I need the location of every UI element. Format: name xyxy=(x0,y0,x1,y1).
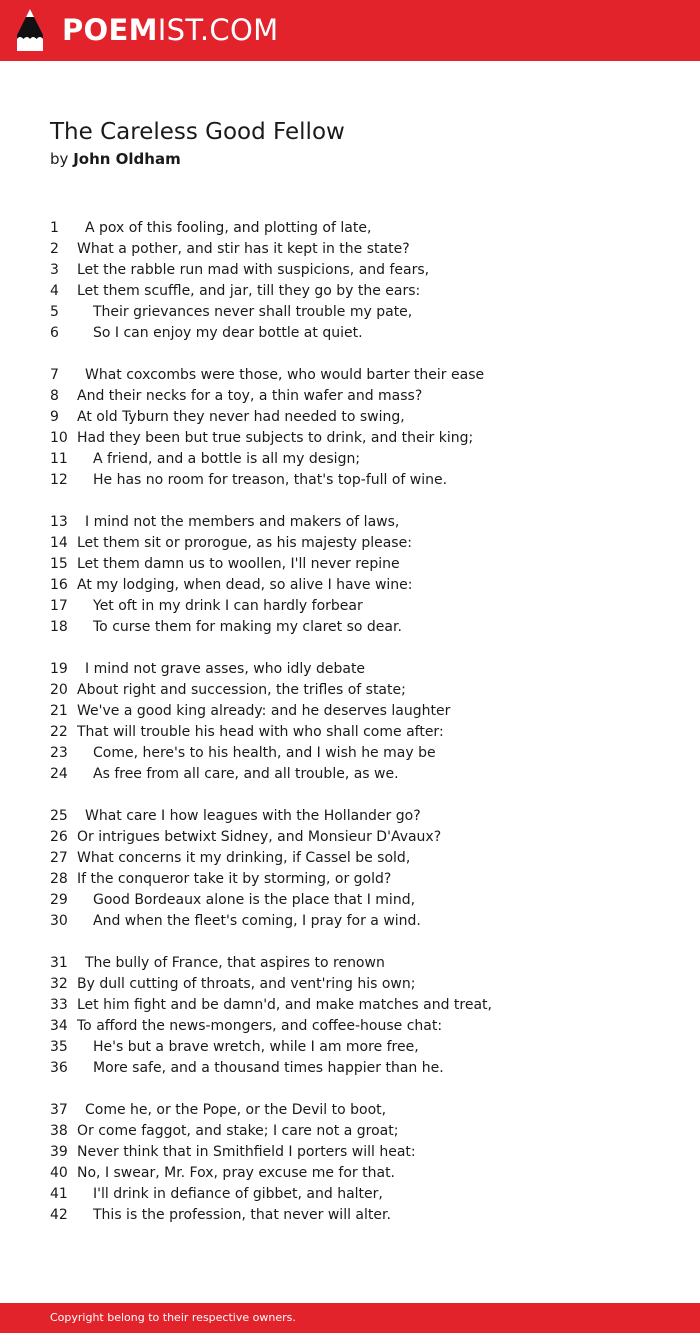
line-number: 21 xyxy=(50,703,68,719)
line-number: 13 xyxy=(50,514,68,530)
poem-line xyxy=(50,890,670,911)
poem-line xyxy=(50,470,670,491)
line-text: Let the rabble run mad with suspicions, and fears, xyxy=(77,262,430,278)
line-text: The bully of France, that aspires to renown xyxy=(85,955,385,971)
poem-line xyxy=(50,827,670,848)
line-text: Never think that in Smithfield I porters will heat: xyxy=(77,1144,416,1160)
line-text: What care I how leagues with the Hollander go? xyxy=(85,808,421,824)
poem-line xyxy=(50,239,670,260)
line-number: 7 xyxy=(50,367,59,383)
poem-line xyxy=(50,911,670,932)
poem-line xyxy=(50,575,670,596)
line-text: He's but a brave wretch, while I am more free, xyxy=(93,1039,419,1055)
line-number: 27 xyxy=(50,850,68,866)
byline xyxy=(50,148,181,170)
line-number: 33 xyxy=(50,997,68,1013)
line-number: 37 xyxy=(50,1102,68,1118)
line-number: 12 xyxy=(50,472,68,488)
line-text: More safe, and a thousand times happier than he. xyxy=(93,1060,444,1076)
line-text: Yet oft in my drink I can hardly forbear xyxy=(93,598,363,614)
line-text: Let them sit or prorogue, as his majesty please: xyxy=(77,535,412,551)
copyright-text: Copyright belong to their respective owners. xyxy=(50,1311,296,1324)
poem-line xyxy=(50,617,670,638)
line-text: We've a good king already: and he deserves laughter xyxy=(77,703,451,719)
stanza-gap xyxy=(50,785,670,806)
poem-line xyxy=(50,596,670,617)
line-number: 36 xyxy=(50,1060,68,1076)
line-text: Their grievances never shall trouble my pate, xyxy=(93,304,413,320)
poem-line xyxy=(50,680,670,701)
line-text: A friend, and a bottle is all my design; xyxy=(93,451,361,467)
line-text: To afford the news-mongers, and coffee-house chat: xyxy=(77,1018,443,1034)
line-number: 15 xyxy=(50,556,68,572)
line-number: 42 xyxy=(50,1207,68,1223)
poem-line xyxy=(50,995,670,1016)
line-number: 31 xyxy=(50,955,68,971)
line-text: He has no room for treason, that's top-full of wine. xyxy=(93,472,448,488)
line-number: 14 xyxy=(50,535,68,551)
stanza-gap xyxy=(50,344,670,365)
poem-line xyxy=(50,1142,670,1163)
line-number: 3 xyxy=(50,262,59,278)
poem-title: The Careless Good Fellow xyxy=(50,119,345,145)
poem-line xyxy=(50,365,670,386)
poem-line xyxy=(50,1184,670,1205)
line-text: About right and succession, the trifles of state; xyxy=(77,682,406,698)
poem-line xyxy=(50,743,670,764)
poem-line xyxy=(50,281,670,302)
line-text: I mind not grave asses, who idly debate xyxy=(85,661,366,677)
line-text: What concerns it my drinking, if Cassel be sold, xyxy=(77,850,411,866)
line-text: At my lodging, when dead, so alive I have wine: xyxy=(77,577,413,593)
line-text: No, I swear, Mr. Fox, pray excuse me for that. xyxy=(77,1165,396,1181)
line-text: Come, here's to his health, and I wish he may be xyxy=(93,745,436,761)
line-text: So I can enjoy my dear bottle at quiet. xyxy=(93,325,363,341)
line-text: I mind not the members and makers of laws, xyxy=(85,514,400,530)
line-text: And when the fleet's coming, I pray for a wind. xyxy=(93,913,421,929)
poem-line xyxy=(50,974,670,995)
poem-line xyxy=(50,323,670,344)
stanza-gap xyxy=(50,1079,670,1100)
line-number: 20 xyxy=(50,682,68,698)
line-text: What a pother, and stir has it kept in the state? xyxy=(77,241,410,257)
poem-line xyxy=(50,1016,670,1037)
line-text: To curse them for making my claret so dear. xyxy=(93,619,402,635)
poem-line xyxy=(50,869,670,890)
poem-line xyxy=(50,722,670,743)
poem-line xyxy=(50,1121,670,1142)
line-number: 19 xyxy=(50,661,68,677)
line-number: 4 xyxy=(50,283,59,299)
line-text: I'll drink in defiance of gibbet, and halter, xyxy=(93,1186,383,1202)
line-number: 26 xyxy=(50,829,68,845)
line-number: 32 xyxy=(50,976,68,992)
poem-line xyxy=(50,659,670,680)
poem-line xyxy=(50,407,670,428)
line-text: Or intrigues betwixt Sidney, and Monsieur D'Avaux? xyxy=(77,829,442,845)
line-number: 11 xyxy=(50,451,68,467)
poem-line xyxy=(50,1058,670,1079)
line-number: 17 xyxy=(50,598,68,614)
line-number: 9 xyxy=(50,409,59,425)
line-number: 34 xyxy=(50,1018,68,1034)
line-number: 22 xyxy=(50,724,68,740)
line-text: This is the profession, that never will alter. xyxy=(93,1207,391,1223)
line-text: By dull cutting of throats, and vent'ring his own; xyxy=(77,976,416,992)
line-text: And their necks for a toy, a thin wafer and mass? xyxy=(77,388,423,404)
line-text: At old Tyburn they never had needed to swing, xyxy=(77,409,405,425)
poem-body xyxy=(50,218,670,1226)
stanza-gap xyxy=(50,491,670,512)
poem-line xyxy=(50,1205,670,1226)
line-text: Good Bordeaux alone is the place that I mind, xyxy=(93,892,416,908)
line-text: Had they been but true subjects to drink, and their king; xyxy=(77,430,474,446)
logo-brand-light: IST.COM xyxy=(157,13,279,47)
poem-line xyxy=(50,533,670,554)
line-text: What coxcombs were those, who would barter their ease xyxy=(85,367,485,383)
line-number: 28 xyxy=(50,871,68,887)
poem-line xyxy=(50,218,670,239)
poem-line xyxy=(50,806,670,827)
line-number: 35 xyxy=(50,1039,68,1055)
poem-line xyxy=(50,386,670,407)
stanza-gap xyxy=(50,932,670,953)
site-logo[interactable] xyxy=(62,13,278,47)
line-number: 1 xyxy=(50,220,59,236)
line-number: 18 xyxy=(50,619,68,635)
line-number: 29 xyxy=(50,892,68,908)
poem-line xyxy=(50,1100,670,1121)
line-text: A pox of this fooling, and plotting of late, xyxy=(85,220,372,236)
site-footer xyxy=(0,1303,700,1333)
line-text: Let them scuffle, and jar, till they go by the ears: xyxy=(77,283,421,299)
poem-line xyxy=(50,1037,670,1058)
poem-line xyxy=(50,1163,670,1184)
poem-line xyxy=(50,701,670,722)
line-text: Or come faggot, and stake; I care not a groat; xyxy=(77,1123,399,1139)
poem-line xyxy=(50,554,670,575)
poem-line xyxy=(50,428,670,449)
line-number: 10 xyxy=(50,430,68,446)
line-number: 6 xyxy=(50,325,59,341)
poem-line xyxy=(50,764,670,785)
pencil-icon[interactable] xyxy=(17,9,43,51)
poem-line xyxy=(50,848,670,869)
line-number: 38 xyxy=(50,1123,68,1139)
line-number: 24 xyxy=(50,766,68,782)
line-number: 5 xyxy=(50,304,59,320)
poem-line xyxy=(50,953,670,974)
line-number: 2 xyxy=(50,241,59,257)
line-number: 41 xyxy=(50,1186,68,1202)
line-text: Let him fight and be damn'd, and make matches and treat, xyxy=(77,997,492,1013)
poem-line xyxy=(50,512,670,533)
poem-line xyxy=(50,302,670,323)
line-text: Let them damn us to woollen, I'll never repine xyxy=(77,556,400,572)
line-number: 25 xyxy=(50,808,68,824)
line-text: If the conqueror take it by storming, or gold? xyxy=(77,871,392,887)
line-number: 39 xyxy=(50,1144,68,1160)
line-number: 8 xyxy=(50,388,59,404)
line-text: That will trouble his head with who shall come after: xyxy=(77,724,444,740)
line-number: 23 xyxy=(50,745,68,761)
line-text: Come he, or the Pope, or the Devil to boot, xyxy=(85,1102,387,1118)
poem-line xyxy=(50,449,670,470)
author-name[interactable]: John Oldham xyxy=(73,150,181,168)
by-label: by xyxy=(50,150,69,168)
stanza-gap xyxy=(50,638,670,659)
line-number: 30 xyxy=(50,913,68,929)
line-text: As free from all care, and all trouble, as we. xyxy=(93,766,399,782)
line-number: 40 xyxy=(50,1165,68,1181)
line-number: 16 xyxy=(50,577,68,593)
poem-line xyxy=(50,260,670,281)
site-header xyxy=(0,0,700,61)
logo-brand-bold: POEM xyxy=(62,13,158,47)
